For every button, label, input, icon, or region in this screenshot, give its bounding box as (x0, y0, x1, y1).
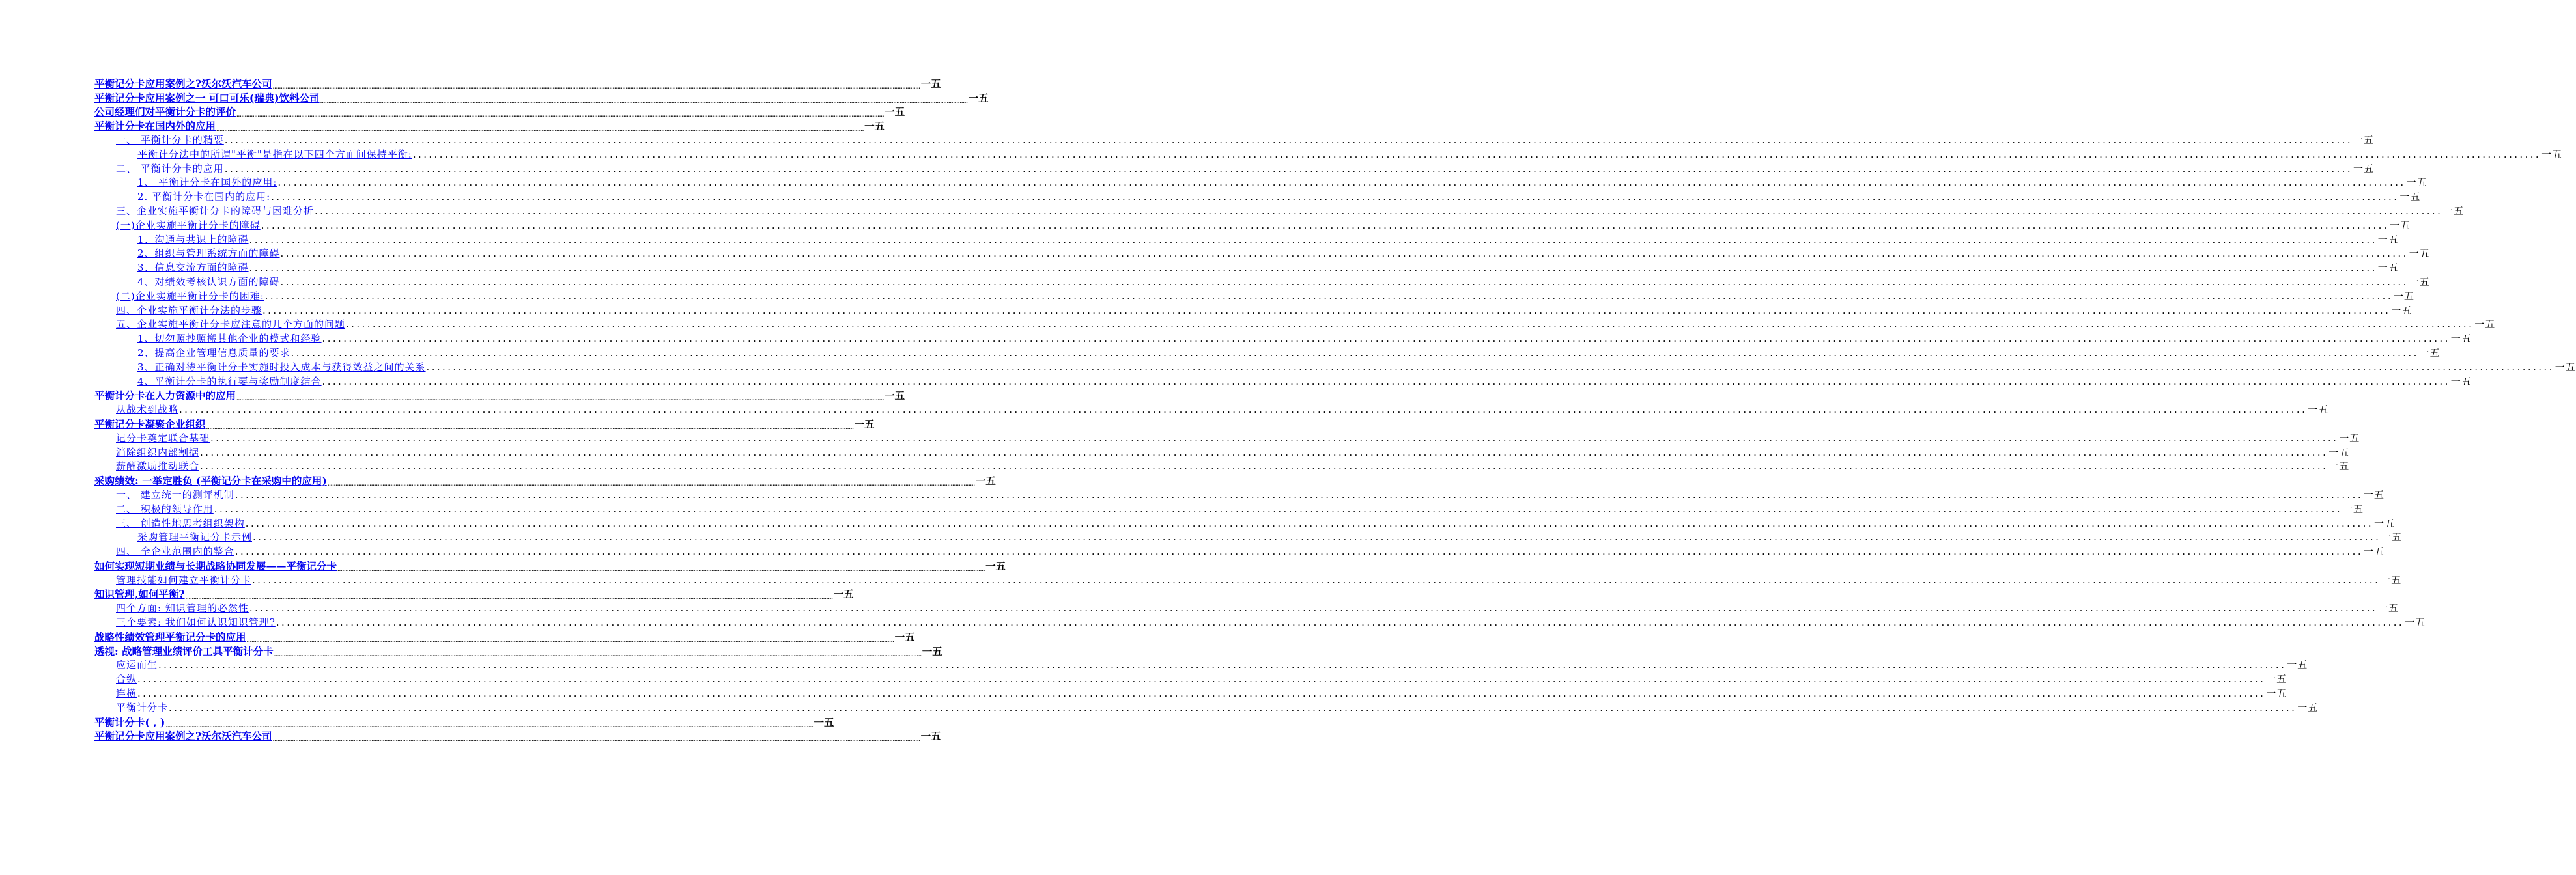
toc-page-number: 一五 (2474, 318, 2496, 331)
toc-entry-link[interactable]: 一、 建立统一的测评机制 (116, 488, 234, 501)
dot-leader: ................................................................................................................................................................................................................................................................................................................................................................................................................ (137, 688, 2266, 700)
toc-entry[interactable] (94, 331, 2472, 346)
dot-leader: ................................................................................................................................................................................................................................................................................................................................................................................................................ (200, 446, 2328, 458)
toc-page-number: 一五 (920, 730, 941, 743)
toc-entry-link[interactable]: 记分卡奠定联合基础 (116, 432, 210, 444)
toc-entry[interactable] (94, 460, 2350, 474)
dot-leader: ................................................................................................................................................................................................................................................................................................................................................................................................................ (346, 318, 2474, 331)
toc-entry-link[interactable]: 管理技能如何建立平衡计分卡 (116, 574, 252, 586)
toc-page-number: 一五 (2297, 701, 2319, 714)
toc-entry-link[interactable]: 1、 平衡计分卡在国外的应用: (137, 176, 277, 189)
toc-entry[interactable] (94, 402, 2329, 417)
dot-leader: ................................................................................................................................................................................................................................................................................................................................................................................................................ (234, 488, 2364, 501)
toc-entry[interactable] (94, 118, 885, 133)
toc-entry[interactable] (94, 147, 2563, 161)
toc-entry-link[interactable]: 二、 积极的领导作用 (116, 503, 214, 515)
dot-leader: ................................................................................................................................................................................................................................................................................................................................................................................................................ (280, 247, 2409, 260)
toc-page-number: 一五 (975, 475, 996, 488)
toc-entry-link[interactable]: 三个要素: 我们如何认识知识管理? (116, 617, 276, 629)
dot-leader: ................................................................................................................................................................................................................................................................................................................................................................................................................ (322, 333, 2450, 345)
toc-entry[interactable] (94, 275, 2430, 289)
toc-page-number: 一五 (2389, 219, 2411, 231)
toc-entry[interactable] (94, 672, 2287, 686)
toc-page-number: 一五 (885, 105, 905, 118)
toc-page-number: 一五 (2353, 133, 2375, 146)
toc-entry[interactable] (94, 587, 854, 602)
toc-page-number: 一五 (2266, 673, 2287, 686)
toc-page-number: 一五 (833, 588, 854, 601)
toc-entry[interactable] (94, 601, 2399, 615)
toc-page-number: 一五 (985, 559, 1006, 572)
toc-entry[interactable] (94, 374, 2472, 389)
toc-entry-link[interactable]: 平衡计分卡在人力资源中的应用 (94, 389, 236, 402)
dot-leader: ................................................................................................................................................................................................................................................................................................................................................................................................................ (253, 531, 2381, 544)
dot-leader: ................................................................................................................................................................................................................................................................................................................................................................................................................ (322, 375, 2450, 387)
toc-page-number: 一五 (2381, 574, 2402, 586)
toc-entry-link[interactable]: 知识管理,如何平衡? (94, 588, 185, 601)
dot-leader: ................................................................................................................................................................................................................................................................................................................................................................................................................ (137, 673, 2266, 686)
toc-entry-link[interactable]: 平衡计分卡在国内外的应用 (94, 120, 216, 133)
dot-leader: ................................................................................................................................................................................................................................................................................................................................................................................................................ (249, 262, 2377, 274)
dot-leader: ................................................................................................................................................................................................................................................................................................................................................................................................................ (224, 162, 2353, 174)
toc-entry-link[interactable]: 三、企业实施平衡计分卡的障碍与困难分析 (116, 204, 315, 217)
toc-entry-link[interactable]: 平衡记分卡应用案例之一 可口可乐(瑞典)饮料公司 (94, 91, 320, 104)
dot-leader: ................................................................................................................................................................................................................................................................................................................................................................................................................ (272, 736, 920, 743)
toc-page-number: 一五 (968, 91, 989, 104)
toc-entry[interactable] (94, 559, 1006, 573)
dot-leader: ................................................................................................................................................................................................................................................................................................................................................................................................................ (246, 636, 894, 643)
toc-entry[interactable] (94, 176, 2427, 190)
toc-page-number: 一五 (2394, 290, 2415, 302)
dot-leader: ................................................................................................................................................................................................................................................................................................................................................................................................................ (224, 133, 2353, 146)
dot-leader: ................................................................................................................................................................................................................................................................................................................................................................................................................ (214, 503, 2343, 515)
toc-entry[interactable] (94, 615, 2426, 630)
toc-entry[interactable] (94, 502, 2364, 516)
toc-entry-link[interactable]: 平衡记分卡凝聚企业组织 (94, 417, 206, 430)
toc-page-number: 一五 (2405, 617, 2426, 629)
toc-entry[interactable] (94, 644, 942, 658)
toc-entry-link[interactable]: 二、 平衡计分卡的应用 (116, 162, 224, 174)
toc-page-number: 一五 (2555, 361, 2576, 373)
toc-entry[interactable] (94, 204, 2465, 218)
toc-entry[interactable] (94, 473, 996, 488)
dot-leader: ................................................................................................................................................................................................................................................................................................................................................................................................................ (277, 176, 2406, 189)
toc-entry[interactable] (94, 289, 2415, 303)
toc-page-number: 一五 (2406, 176, 2427, 189)
toc-entry-link[interactable]: 五、企业实施平衡计分卡应注意的几个方面的问题 (116, 318, 346, 331)
dot-leader: ................................................................................................................................................................................................................................................................................................................................................................................................................ (280, 275, 2409, 288)
dot-leader: ................................................................................................................................................................................................................................................................................................................................................................................................................ (264, 290, 2393, 302)
toc-entry-link[interactable]: 平衡计分法中的所谓"平衡"是指在以下四个方面间保持平衡: (137, 148, 412, 160)
dot-leader: ................................................................................................................................................................................................................................................................................................................................................................................................................ (315, 204, 2443, 217)
toc-entry[interactable] (94, 218, 2411, 232)
toc-entry[interactable] (94, 161, 2375, 176)
toc-entry[interactable] (94, 260, 2399, 275)
toc-entry-link[interactable]: 连横 (116, 688, 137, 700)
dot-leader: ................................................................................................................................................................................................................................................................................................................................................................................................................ (274, 650, 922, 658)
toc-entry-link[interactable]: 公司经理们对平衡计分卡的评价 (94, 105, 236, 118)
toc-page-number: 一五 (922, 645, 942, 658)
dot-leader: ................................................................................................................................................................................................................................................................................................................................................................................................................ (249, 233, 2377, 245)
dot-leader: ................................................................................................................................................................................................................................................................................................................................................................................................................ (271, 191, 2399, 203)
toc-entry[interactable] (94, 318, 2496, 332)
toc-entry-link[interactable]: (二)企业实施平衡计分卡的困难: (116, 290, 264, 302)
toc-page-number: 一五 (885, 389, 905, 402)
toc-entry-link[interactable]: 一、 平衡计分卡的精要 (116, 133, 224, 146)
toc-entry-link[interactable]: 1、沟通与共识上的障碍 (137, 233, 249, 245)
toc-entry-link[interactable]: 4、对绩效考核认识方面的障碍 (137, 275, 280, 288)
toc-entry-link[interactable]: 平衡计分卡 (116, 701, 169, 714)
toc-entry-link[interactable]: 平衡记分卡应用案例之?沃尔沃汽车公司 (94, 730, 272, 743)
toc-entry-link[interactable]: 四、 全企业范围内的整合 (116, 546, 234, 558)
toc-entry-link[interactable]: 如何实现短期业绩与长期战略协同发展——平衡记分卡 (94, 559, 337, 572)
toc-page-number: 一五 (2308, 404, 2329, 416)
toc-entry-link[interactable]: 3、正确对待平衡计分卡实施时投入成本与获得效益之间的关系 (137, 361, 426, 373)
toc-page-number: 一五 (2391, 304, 2413, 316)
toc-entry[interactable] (94, 389, 905, 403)
toc-entry[interactable] (94, 189, 2421, 204)
dot-leader: ................................................................................................................................................................................................................................................................................................................................................................................................................ (236, 111, 885, 118)
toc-entry[interactable] (94, 247, 2430, 261)
toc-entry[interactable] (94, 303, 2413, 318)
toc-entry-link[interactable]: 2. 平衡计分卡在国内的应用: (137, 191, 271, 203)
dot-leader: ................................................................................................................................................................................................................................................................................................................................................................................................................ (337, 565, 985, 572)
toc-entry[interactable] (94, 658, 2308, 673)
toc-entry-link[interactable]: (一)企业实施平衡计分卡的障碍 (116, 219, 261, 231)
toc-entry[interactable] (94, 488, 2385, 502)
dot-leader: ................................................................................................................................................................................................................................................................................................................................................................................................................ (158, 659, 2287, 671)
toc-entry-link[interactable]: 2、组织与管理系统方面的障碍 (137, 247, 280, 260)
toc-entry-link[interactable]: 平衡记分卡应用案例之?沃尔沃汽车公司 (94, 77, 272, 90)
toc-entry-link[interactable]: 采购绩效: 一举定胜负 (平衡记分卡在采购中的应用) (94, 475, 327, 488)
toc-entry[interactable] (94, 701, 2319, 715)
toc-entry[interactable] (94, 431, 2360, 445)
toc-page-number: 一五 (920, 77, 941, 90)
dot-leader: ................................................................................................................................................................................................................................................................................................................................................................................................................ (320, 97, 968, 104)
toc-entry[interactable] (94, 133, 2375, 147)
toc-entry[interactable] (94, 573, 2402, 587)
dot-leader: ................................................................................................................................................................................................................................................................................................................................................................................................................ (216, 126, 864, 133)
toc-page-number: 一五 (2328, 460, 2350, 473)
toc-entry[interactable] (94, 90, 989, 105)
toc-entry-link[interactable]: 透视: 战略管理业绩评价工具平衡计分卡 (94, 645, 274, 658)
dot-leader: ................................................................................................................................................................................................................................................................................................................................................................................................................ (276, 617, 2405, 629)
toc-page-number: 一五 (2328, 446, 2350, 458)
toc-entry-link[interactable]: 消除组织内部割据 (116, 446, 200, 458)
toc-entry-link[interactable]: 从战术到战略 (116, 404, 179, 416)
toc-entry-link[interactable]: 四个方面: 知识管理的必然性 (116, 602, 249, 615)
toc-entry-link[interactable]: 四、企业实施平衡计分法的步骤 (116, 304, 262, 316)
dot-leader: ................................................................................................................................................................................................................................................................................................................................................................................................................ (245, 517, 2374, 529)
dot-leader: ................................................................................................................................................................................................................................................................................................................................................................................................................ (206, 423, 854, 430)
toc-page-number: 一五 (2364, 488, 2385, 501)
dot-leader: ................................................................................................................................................................................................................................................................................................................................................................................................................ (200, 460, 2328, 473)
toc-entry-link[interactable]: 三、 创造性地思考组织架构 (116, 517, 245, 529)
dot-leader: ................................................................................................................................................................................................................................................................................................................................................................................................................ (169, 701, 2297, 714)
toc-page-number: 一五 (2409, 275, 2430, 288)
toc-entry-link[interactable]: 4、平衡计分卡的执行要与奖励制度结合 (137, 375, 322, 387)
toc-entry-link[interactable]: 薪酬激励推动联合 (116, 460, 200, 473)
toc-entry[interactable] (94, 360, 2576, 374)
toc-entry-link[interactable]: 平衡计分卡( , ) (94, 715, 165, 729)
toc-page-number: 一五 (894, 630, 915, 643)
toc-entry-link[interactable]: 战略性绩效管理平衡记分卡的应用 (94, 630, 246, 643)
toc-entry-link[interactable]: 1、切勿照抄照搬其他企业的模式和经验 (137, 333, 322, 345)
toc-page-number: 一五 (2419, 346, 2441, 359)
toc-page-number: 一五 (2377, 233, 2399, 245)
toc-entry-link[interactable]: 2、提高企业管理信息质量的要求 (137, 346, 290, 359)
toc-page-number: 一五 (2343, 503, 2364, 515)
dot-leader: ................................................................................................................................................................................................................................................................................................................................................................................................................ (262, 304, 2391, 316)
toc-entry-link[interactable]: 应运而生 (116, 659, 158, 671)
toc-entry[interactable] (94, 630, 915, 644)
toc-entry[interactable] (94, 76, 941, 90)
toc-entry[interactable] (94, 232, 2399, 247)
table-of-contents (94, 76, 2576, 743)
toc-page-number: 一五 (2374, 517, 2396, 529)
toc-page-number: 一五 (2450, 333, 2472, 345)
toc-entry[interactable] (94, 531, 2403, 545)
toc-page-number: 一五 (2287, 659, 2308, 671)
toc-page-number: 一五 (2381, 531, 2403, 544)
toc-entry[interactable] (94, 729, 941, 743)
dot-leader: ................................................................................................................................................................................................................................................................................................................................................................................................................ (252, 574, 2381, 586)
toc-page-number: 一五 (2266, 688, 2287, 700)
dot-leader: ................................................................................................................................................................................................................................................................................................................................................................................................................ (210, 432, 2339, 444)
dot-leader: ................................................................................................................................................................................................................................................................................................................................................................................................................ (290, 346, 2419, 359)
dot-leader: ................................................................................................................................................................................................................................................................................................................................................................................................................ (412, 148, 2541, 160)
toc-entry-link[interactable]: 3、信息交流方面的障碍 (137, 262, 249, 274)
toc-page-number: 一五 (2443, 204, 2465, 217)
toc-page-number: 一五 (2399, 191, 2421, 203)
toc-page-number: 一五 (2378, 602, 2399, 615)
toc-page-number: 一五 (814, 715, 834, 729)
dot-leader: ................................................................................................................................................................................................................................................................................................................................................................................................................ (327, 480, 975, 488)
toc-page-number: 一五 (2409, 247, 2430, 260)
dot-leader: ................................................................................................................................................................................................................................................................................................................................................................................................................ (185, 594, 833, 601)
toc-page-number: 一五 (2364, 546, 2385, 558)
toc-entry-link[interactable]: 采购管理平衡记分卡示例 (137, 531, 253, 544)
toc-page-number: 一五 (2450, 375, 2472, 387)
toc-page-number: 一五 (2353, 162, 2375, 174)
toc-page-number: 一五 (2377, 262, 2399, 274)
toc-entry[interactable] (94, 346, 2441, 360)
toc-entry[interactable] (94, 516, 2396, 531)
dot-leader: ................................................................................................................................................................................................................................................................................................................................................................................................................ (261, 219, 2389, 231)
toc-entry[interactable] (94, 445, 2350, 460)
toc-page-number: 一五 (854, 417, 875, 430)
dot-leader: ................................................................................................................................................................................................................................................................................................................................................................................................................ (234, 546, 2364, 558)
toc-entry[interactable] (94, 417, 875, 431)
toc-entry[interactable] (94, 715, 834, 729)
toc-page-number: 一五 (2541, 148, 2563, 160)
toc-entry[interactable] (94, 105, 905, 119)
toc-entry[interactable] (94, 544, 2385, 559)
toc-entry[interactable] (94, 686, 2287, 701)
toc-page-number: 一五 (2339, 432, 2360, 444)
dot-leader: ................................................................................................................................................................................................................................................................................................................................................................................................................ (426, 361, 2555, 373)
dot-leader: ................................................................................................................................................................................................................................................................................................................................................................................................................ (249, 602, 2378, 615)
toc-page-number: 一五 (864, 120, 885, 133)
dot-leader: ................................................................................................................................................................................................................................................................................................................................................................................................................ (236, 395, 885, 402)
dot-leader: ................................................................................................................................................................................................................................................................................................................................................................................................................ (165, 721, 814, 729)
dot-leader: ................................................................................................................................................................................................................................................................................................................................................................................................................ (179, 404, 2308, 416)
dot-leader: ................................................................................................................................................................................................................................................................................................................................................................................................................ (272, 83, 920, 90)
toc-entry-link[interactable]: 合纵 (116, 673, 137, 686)
